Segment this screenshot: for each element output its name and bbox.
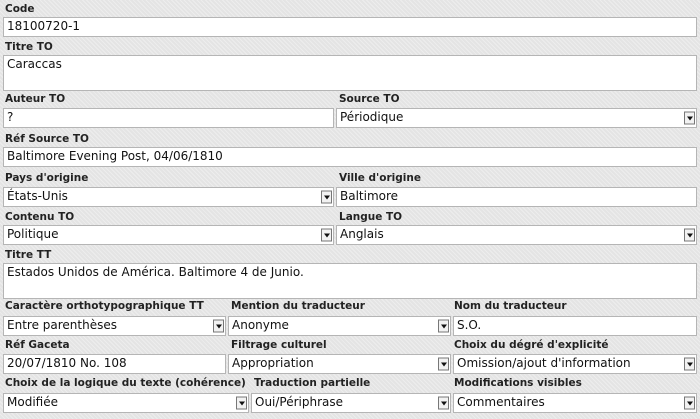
ref-source-to-value: Baltimore Evening Post, 04/06/1810 xyxy=(7,149,223,163)
code-value: 18100720-1 xyxy=(7,19,81,33)
filtrage-culturel-value: Appropriation xyxy=(232,356,314,370)
ville-origine-value: Baltimore xyxy=(340,189,399,203)
caractere-ortho-label: Caractère orthotypographique TT xyxy=(5,300,204,312)
titre-to-value: Caraccas xyxy=(7,57,62,71)
chevron-down-icon[interactable] xyxy=(213,320,224,333)
logique-texte-select[interactable] xyxy=(3,393,249,413)
chevron-down-icon[interactable] xyxy=(684,229,695,242)
titre-to-field[interactable] xyxy=(3,55,697,91)
chevron-down-icon[interactable] xyxy=(438,320,449,333)
mention-traducteur-select[interactable] xyxy=(228,316,451,336)
chevron-down-icon[interactable] xyxy=(684,358,695,371)
filtrage-culturel-select[interactable] xyxy=(228,354,451,374)
caractere-ortho-value: Entre parenthèses xyxy=(7,318,117,332)
caractere-ortho-select[interactable] xyxy=(3,316,226,336)
titre-tt-field[interactable] xyxy=(3,263,697,299)
modifications-visibles-select[interactable] xyxy=(453,393,697,413)
code-field[interactable] xyxy=(3,17,697,37)
langue-to-select[interactable] xyxy=(336,225,697,245)
source-to-select[interactable] xyxy=(336,108,697,128)
mention-traducteur-value: Anonyme xyxy=(232,318,289,332)
filtrage-culturel-label: Filtrage culturel xyxy=(231,339,327,351)
chevron-down-icon[interactable] xyxy=(321,191,332,204)
nom-traducteur-field[interactable] xyxy=(453,316,697,336)
pays-origine-value: États-Unis xyxy=(7,189,68,203)
chevron-down-icon[interactable] xyxy=(684,112,695,125)
titre-to-label: Titre TO xyxy=(5,41,53,53)
chevron-down-icon[interactable] xyxy=(438,358,449,371)
modifications-visibles-label: Modifications visibles xyxy=(454,377,582,389)
traduction-partielle-value: Oui/Périphrase xyxy=(255,395,344,409)
modifications-visibles-value: Commentaires xyxy=(457,395,545,409)
contenu-to-select[interactable] xyxy=(3,225,334,245)
ref-source-to-field[interactable] xyxy=(3,147,697,167)
chevron-down-icon[interactable] xyxy=(236,397,247,410)
traduction-partielle-select[interactable] xyxy=(251,393,451,413)
ref-gaceta-value: 20/07/1810 No. 108 xyxy=(7,356,127,370)
contenu-to-label: Contenu TO xyxy=(5,211,75,223)
degre-explicite-label: Choix du dégré d'explicité xyxy=(454,339,609,351)
chevron-down-icon[interactable] xyxy=(438,397,449,410)
traduction-partielle-label: Traduction partielle xyxy=(254,377,371,389)
langue-to-label: Langue TO xyxy=(339,211,403,223)
degre-explicite-value: Omission/ajout d'information xyxy=(457,356,631,370)
code-label: Code xyxy=(5,3,35,15)
auteur-to-value: ? xyxy=(7,110,14,124)
source-to-label: Source TO xyxy=(339,93,400,105)
pays-origine-label: Pays d'origine xyxy=(5,172,89,184)
source-to-value: Périodique xyxy=(340,110,404,124)
auteur-to-field[interactable] xyxy=(3,108,334,128)
nom-traducteur-label: Nom du traducteur xyxy=(454,300,567,312)
auteur-to-label: Auteur TO xyxy=(5,93,66,105)
titre-tt-value: Estados Unidos de América. Baltimore 4 de Junio. xyxy=(7,265,304,279)
chevron-down-icon[interactable] xyxy=(684,397,695,410)
contenu-to-value: Politique xyxy=(7,227,59,241)
ville-origine-label: Ville d'origine xyxy=(339,172,421,184)
nom-traducteur-value: S.O. xyxy=(457,318,482,332)
chevron-down-icon[interactable] xyxy=(321,229,332,242)
langue-to-value: Anglais xyxy=(340,227,384,241)
mention-traducteur-label: Mention du traducteur xyxy=(231,300,365,312)
degre-explicite-select[interactable] xyxy=(453,354,697,374)
pays-origine-select[interactable] xyxy=(3,187,334,207)
logique-texte-value: Modifiée xyxy=(7,395,58,409)
ref-gaceta-label: Réf Gaceta xyxy=(5,339,70,351)
ville-origine-field[interactable] xyxy=(336,187,697,207)
logique-texte-label: Choix de la logique du texte (cohérence) xyxy=(5,377,246,389)
titre-tt-label: Titre TT xyxy=(5,249,52,261)
ref-gaceta-field[interactable] xyxy=(3,354,226,374)
ref-source-to-label: Réf Source TO xyxy=(5,133,89,145)
